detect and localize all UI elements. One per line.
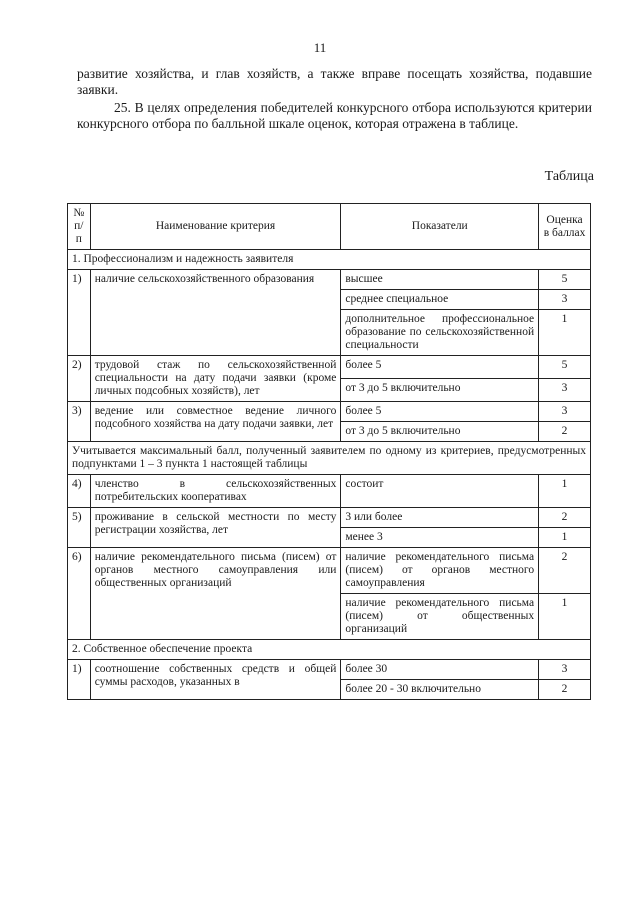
indicator: наличие рекомендательного письма (писем) от органов местного самоуправления [341,548,539,594]
row-num: 1) [68,660,91,700]
criteria-table [67,203,591,700]
indicator: среднее специальное [341,290,539,310]
table-row [68,356,591,379]
indicator: от 3 до 5 включительно [341,379,539,402]
paragraph-continuation: развитие хозяйства, и глав хозяйств, а также вправе посещать хозяйства, подавшие заявки. [77,66,592,97]
table-row [68,402,591,422]
score: 3 [539,379,591,402]
criterion-name: проживание в сельской местности по месту регистрации хозяйства, лет [90,508,341,548]
indicator: более 5 [341,356,539,379]
indicator: от 3 до 5 включительно [341,422,539,442]
indicator: более 20 - 30 включительно [341,680,539,700]
indicator: 3 или более [341,508,539,528]
header-name: Наименование критерия [90,204,341,250]
score: 5 [539,356,591,379]
indicator: более 5 [341,402,539,422]
row-num: 2) [68,356,91,402]
row-num: 4) [68,475,91,508]
score: 5 [539,270,591,290]
score: 3 [539,402,591,422]
score: 2 [539,548,591,594]
indicator: высшее [341,270,539,290]
table-row [68,508,591,528]
indicator: менее 3 [341,528,539,548]
row-num: 1) [68,270,91,356]
criterion-name: ведение или совместное ведение личного подсобного хозяйства на дату подачи заявки, лет [90,402,341,442]
indicator: состоит [341,475,539,508]
table-row [68,548,591,594]
score: 3 [539,290,591,310]
table-row [68,660,591,680]
criterion-name: трудовой стаж по сельскохозяйственной специальности на дату подачи заявки (кроме личных подсобных хозяйств), лет [90,356,341,402]
score: 3 [539,660,591,680]
page-number: 11 [313,40,327,55]
section-1-title: 1. Профессионализм и надежность заявителя [68,250,591,270]
table-caption: Таблица [544,169,594,184]
score: 2 [539,422,591,442]
indicator: более 30 [341,660,539,680]
max-score-note: Учитывается максимальный балл, полученный заявителем по одному из критериев, предусмотренных подпунктами 1 – 3 пункта 1 настоящей таблицы [68,442,591,475]
table-row [68,270,591,290]
criterion-name: наличие рекомендательного письма (писем) от органов местного самоуправления или общественных организаций [90,548,341,640]
row-num: 3) [68,402,91,442]
section-row [68,640,591,660]
row-num: 6) [68,548,91,640]
score: 1 [539,528,591,548]
criterion-name: соотношение собственных средств и общей суммы расходов, указанных в [90,660,341,700]
table-header-row [68,204,591,250]
note-row [68,442,591,475]
section-row [68,250,591,270]
score: 2 [539,680,591,700]
score: 2 [539,508,591,528]
header-num: № п/п [68,204,91,250]
header-score: Оценка в баллах [539,204,591,250]
indicator: наличие рекомендательного письма (писем) от общественных организаций [341,594,539,640]
criterion-name: наличие сельскохозяйственного образования [90,270,341,356]
header-indicators: Показатели [341,204,539,250]
score: 1 [539,594,591,640]
row-num: 5) [68,508,91,548]
score: 1 [539,310,591,356]
table-row [68,475,591,508]
indicator: дополнительное профессиональное образование по сельскохозяйственной специальности [341,310,539,356]
criterion-name: членство в сельскохозяйственных потребительских кооперативах [90,475,341,508]
paragraph-25: 25. В целях определения победителей конкурсного отбора используются критерии конкурсного отбора по балльной шкале оценок, которая отражена в таблице. [77,100,592,131]
section-2-title: 2. Собственное обеспечение проекта [68,640,591,660]
score: 1 [539,475,591,508]
